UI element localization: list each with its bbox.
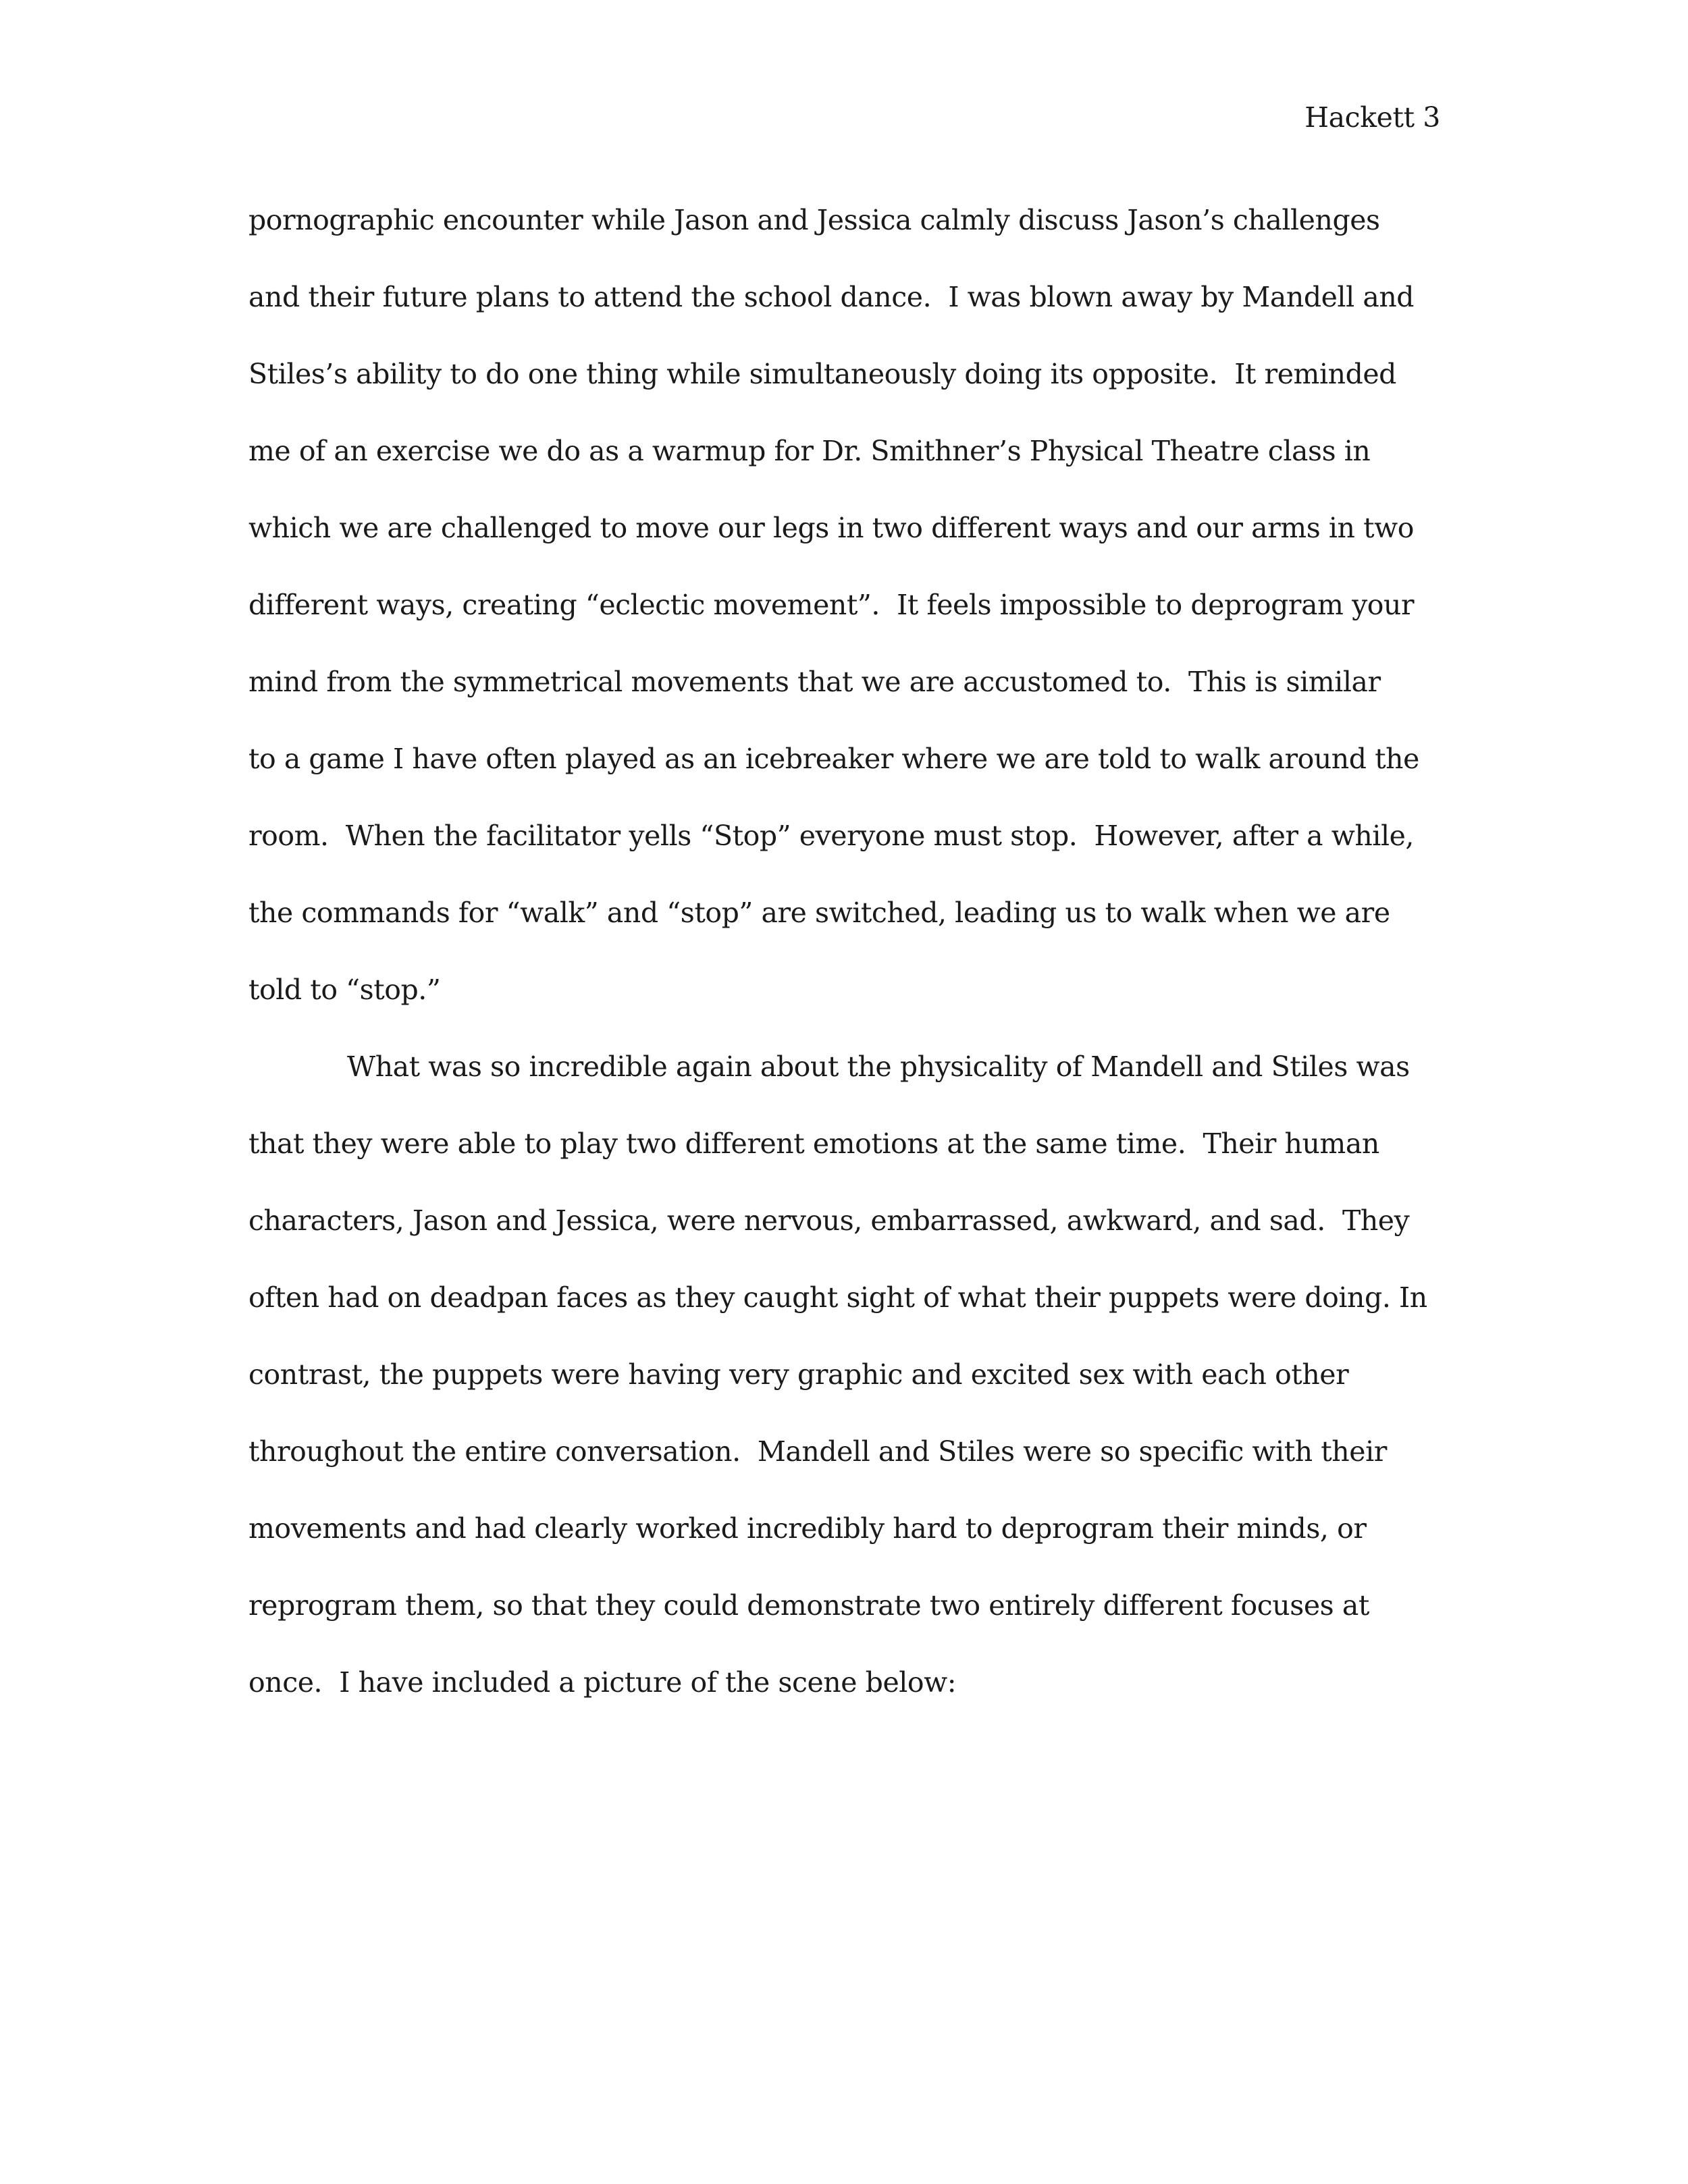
text-line: pornographic encounter while Jason and Jessica calmly discuss Jason’s challenges	[248, 204, 1380, 236]
text-line: characters, Jason and Jessica, were nervous, embarrassed, awkward, and sad. They	[248, 1204, 1410, 1237]
text-line: me of an exercise we do as a warmup for Dr. Smithner’s Physical Theatre class in	[248, 435, 1371, 467]
text-line: throughout the entire conversation. Mandell and Stiles were so specific with their	[248, 1435, 1387, 1468]
running-head: Hackett 3	[1304, 101, 1440, 134]
text-line: often had on deadpan faces as they caught sight of what their puppets were doing. In	[248, 1281, 1427, 1314]
text-line: Stiles’s ability to do one thing while simultaneously doing its opposite. It reminded	[248, 358, 1396, 390]
text-line: which we are challenged to move our legs in two different ways and our arms in two	[248, 512, 1414, 544]
text-line: and their future plans to attend the school dance. I was blown away by Mandell and	[248, 281, 1415, 313]
text-line: to a game I have often played as an icebreaker where we are told to walk around the	[248, 743, 1419, 775]
text-line: different ways, creating “eclectic movement”. It feels impossible to deprogram your	[248, 589, 1415, 621]
text-line: the commands for “walk” and “stop” are switched, leading us to walk when we are	[248, 897, 1390, 929]
text-line: that they were able to play two different emotions at the same time. Their human	[248, 1127, 1379, 1160]
text-line: once. I have included a picture of the scene below:	[248, 1666, 957, 1699]
text-line: movements and had clearly worked incredibly hard to deprogram their minds, or	[248, 1512, 1367, 1545]
text-line: contrast, the puppets were having very graphic and excited sex with each other	[248, 1358, 1349, 1391]
body-text	[248, 200, 1440, 1739]
paragraph-first-line: What was so incredible again about the physicality of Mandell and Stiles was	[347, 1050, 1410, 1083]
text-line: told to “stop.”	[248, 974, 441, 1006]
text-line: room. When the facilitator yells “Stop” everyone must stop. However, after a while,	[248, 820, 1415, 852]
text-line: mind from the symmetrical movements that we are accustomed to. This is similar	[248, 666, 1381, 698]
text-line: reprogram them, so that they could demonstrate two entirely different focuses at	[248, 1589, 1369, 1622]
